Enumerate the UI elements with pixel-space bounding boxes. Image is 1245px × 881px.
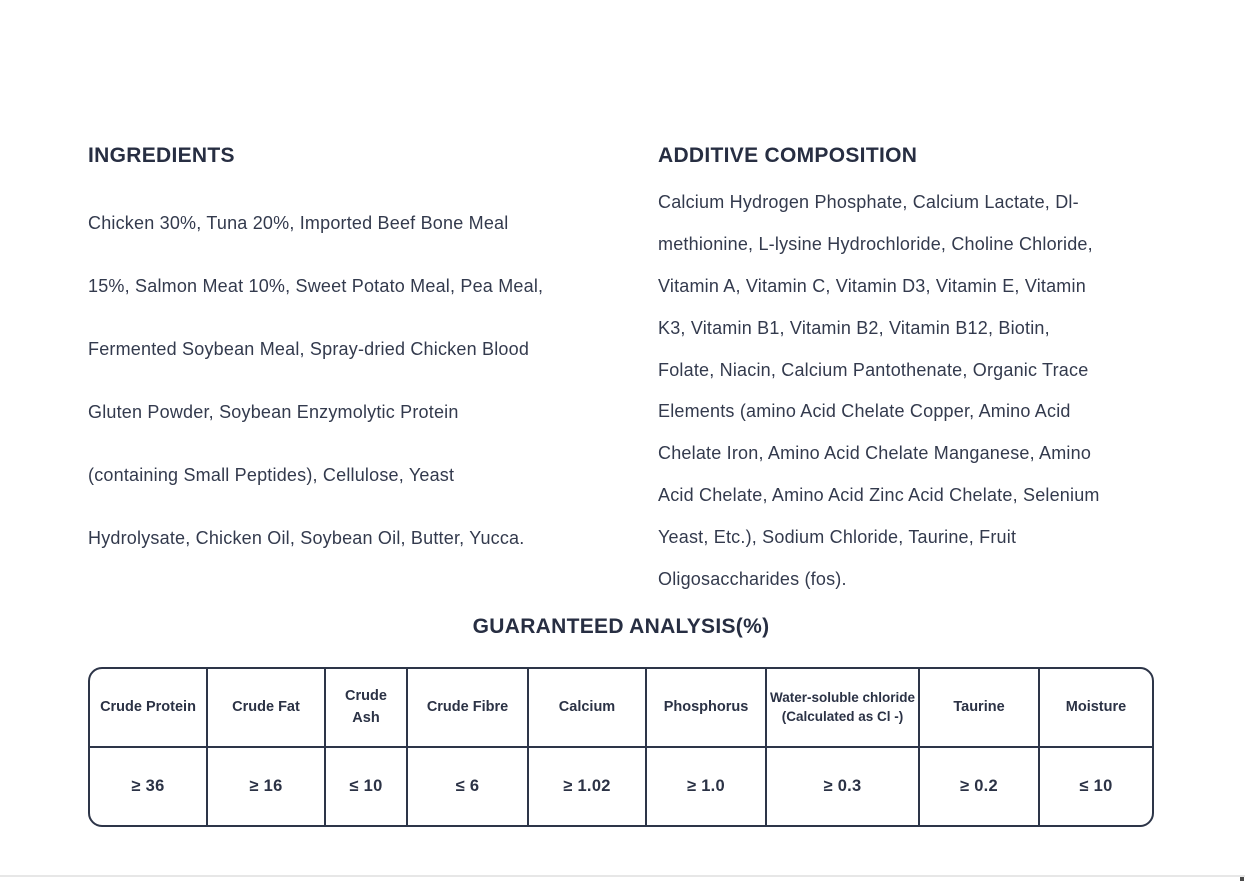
additive-line: Chelate Iron, Amino Acid Chelate Manganese, Amino <box>658 443 1092 464</box>
ingredients-line: 15%, Salmon Meat 10%, Sweet Potato Meal, Pea Meal, <box>88 276 544 296</box>
table-header-crude-ash: Crude Ash <box>326 669 408 748</box>
additive-line: Oligosaccharides (fos). <box>658 568 847 589</box>
table-header-moisture: Moisture <box>1040 669 1152 748</box>
table-value-crude-fat: ≥ 16 <box>208 748 326 825</box>
ingredients-line: Hydrolysate, Chicken Oil, Soybean Oil, Butter, Yucca. <box>88 528 525 548</box>
table-header-crude-fibre: Crude Fibre <box>408 669 529 748</box>
bottom-divider-line <box>0 875 1245 877</box>
table-header-taurine: Taurine <box>920 669 1040 748</box>
guaranteed-analysis-heading: GUARANTEED ANALYSIS(%) <box>472 615 770 638</box>
additive-line: methionine, L-lysine Hydrochloride, Choline Chloride, <box>658 234 1093 255</box>
ingredients-line: (containing Small Peptides), Cellulose, Yeast <box>88 465 455 485</box>
additive-composition-text <box>658 182 1158 600</box>
ingredients-heading: INGREDIENTS <box>88 144 235 167</box>
additive-line: Yeast, Etc.), Sodium Chloride, Taurine, Fruit <box>658 526 1017 547</box>
table-header-calcium: Calcium <box>529 669 647 748</box>
table-header-crude-fat: Crude Fat <box>208 669 326 748</box>
table-value-calcium: ≥ 1.02 <box>529 748 647 825</box>
ingredients-line: Fermented Soybean Meal, Spray-dried Chicken Blood <box>88 339 530 359</box>
additive-line: Acid Chelate, Amino Acid Zinc Acid Chelate, Selenium <box>658 484 1100 505</box>
additive-composition-section <box>658 145 1158 600</box>
table-value-moisture: ≤ 10 <box>1079 777 1113 795</box>
additive-line: Calcium Hydrogen Phosphate, Calcium Lactate, Dl- <box>658 192 1079 213</box>
ingredients-line: Gluten Powder, Soybean Enzymolytic Protein <box>88 402 459 422</box>
ingredients-line: Chicken 30%, Tuna 20%, Imported Beef Bone Meal <box>88 213 509 233</box>
ingredients-text <box>88 192 608 570</box>
table-value-crude-fibre: ≤ 6 <box>408 748 529 825</box>
table-value-phosphorus: ≥ 1.0 <box>647 748 767 825</box>
additive-line: Vitamin A, Vitamin C, Vitamin D3, Vitamin E, Vitamin <box>658 275 1086 296</box>
additive-line: Folate, Niacin, Calcium Pantothenate, Organic Trace <box>658 359 1089 380</box>
additive-line: K3, Vitamin B1, Vitamin B2, Vitamin B12, Biotin, <box>658 317 1050 338</box>
additive-composition-heading: ADDITIVE COMPOSITION <box>658 144 918 167</box>
table-header-water-soluble-chloride: Water-soluble chloride (Calculated as Cl -) <box>767 669 920 748</box>
table-value-crude-ash: ≤ 10 <box>326 748 408 825</box>
table-header-crude-protein: Crude Protein <box>90 669 208 748</box>
table-value-crude-protein: ≥ 36 <box>90 748 208 825</box>
additive-line: Elements (amino Acid Chelate Copper, Amino Acid <box>658 401 1071 422</box>
guaranteed-analysis-table <box>88 667 1154 827</box>
table-value-taurine: ≥ 0.2 <box>920 748 1040 825</box>
table-value-water-soluble-chloride: ≥ 0.3 <box>767 748 920 825</box>
table-header-phosphorus: Phosphorus <box>647 669 767 748</box>
bottom-right-corner-mark <box>1240 877 1244 881</box>
ingredients-section <box>88 145 608 570</box>
